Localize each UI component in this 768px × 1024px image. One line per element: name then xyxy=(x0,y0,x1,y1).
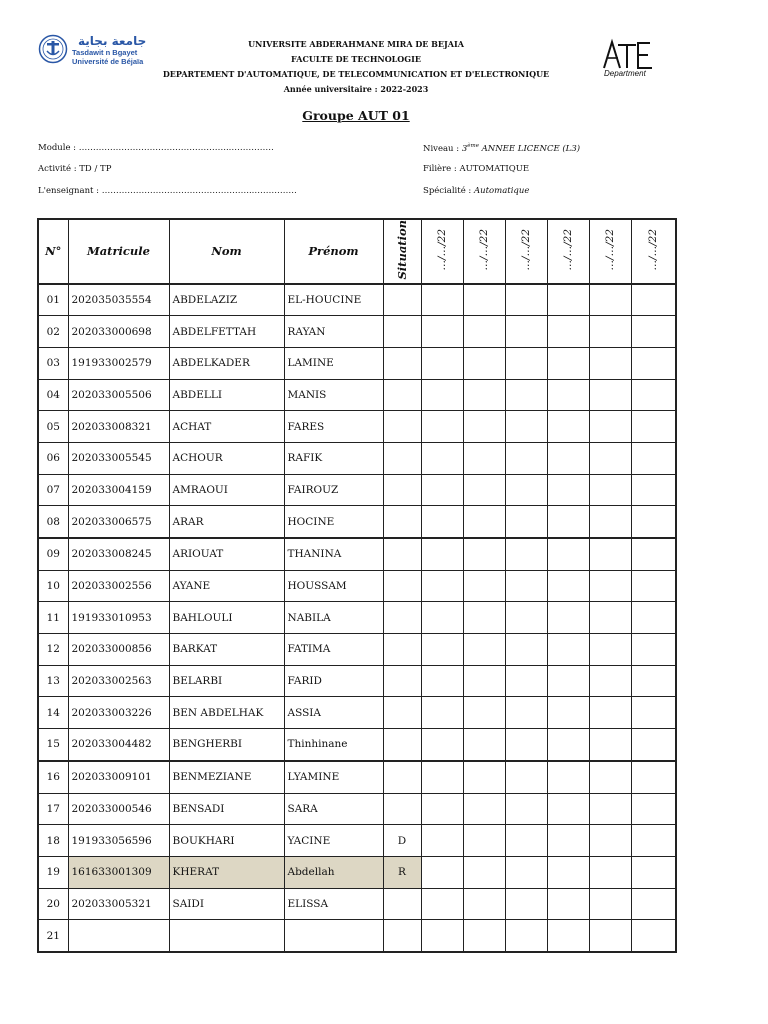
attendance-table xyxy=(37,218,677,953)
attendance-cell xyxy=(463,379,505,411)
attendance-cell xyxy=(631,411,676,443)
table-row xyxy=(38,506,676,538)
row-matricule: 191933056596 xyxy=(68,825,169,857)
attendance-cell xyxy=(547,474,589,506)
attendance-cell xyxy=(421,316,463,348)
table-row xyxy=(38,379,676,411)
row-nom: ABDELKADER xyxy=(169,347,284,379)
attendance-cell xyxy=(421,920,463,952)
attendance-cell xyxy=(589,697,631,729)
table-row xyxy=(38,665,676,697)
attendance-cell xyxy=(421,793,463,825)
row-nom: BENMEZIANE xyxy=(169,761,284,793)
row-situation xyxy=(383,316,421,348)
row-situation xyxy=(383,347,421,379)
row-nom: ARIOUAT xyxy=(169,538,284,570)
academic-year: Année universitaire : 2022-2023 xyxy=(283,84,429,94)
row-situation xyxy=(383,474,421,506)
attendance-cell xyxy=(505,538,547,570)
row-prenom: FATIMA xyxy=(284,634,383,666)
attendance-cell xyxy=(547,506,589,538)
attendance-cell xyxy=(589,888,631,920)
row-prenom: RAYAN xyxy=(284,316,383,348)
attendance-cell xyxy=(547,347,589,379)
row-situation xyxy=(383,411,421,443)
attendance-cell xyxy=(421,602,463,634)
attendance-cell xyxy=(505,856,547,888)
attendance-cell xyxy=(547,856,589,888)
attendance-cell xyxy=(463,856,505,888)
attendance-cell xyxy=(547,793,589,825)
row-prenom: Thinhinane xyxy=(284,729,383,761)
department-logo-sub: Department xyxy=(604,69,646,78)
faculty-name: FACULTE DE TECHNOLOGIE xyxy=(291,54,421,64)
attendance-cell xyxy=(463,570,505,602)
row-number: 07 xyxy=(38,474,68,506)
attendance-cell xyxy=(505,411,547,443)
row-prenom: NABILA xyxy=(284,602,383,634)
header-date-1 xyxy=(421,219,463,284)
attendance-cell xyxy=(421,634,463,666)
attendance-cell xyxy=(463,665,505,697)
attendance-cell xyxy=(421,474,463,506)
speciality-line xyxy=(423,186,529,196)
row-nom: ACHAT xyxy=(169,411,284,443)
attendance-cell xyxy=(505,506,547,538)
row-prenom xyxy=(284,920,383,952)
table-row xyxy=(38,920,676,952)
row-nom: BENGHERBI xyxy=(169,729,284,761)
row-situation xyxy=(383,442,421,474)
header-prenom: Prénom xyxy=(284,219,383,284)
attendance-cell xyxy=(631,920,676,952)
attendance-cell xyxy=(589,347,631,379)
level-value: ANNEE LICENCE (L3) xyxy=(478,143,581,154)
module-line: Module : ……………………………………………...…………… xyxy=(38,143,274,153)
row-prenom: LYAMINE xyxy=(284,761,383,793)
attendance-cell xyxy=(547,729,589,761)
row-prenom: LAMINE xyxy=(284,347,383,379)
attendance-cell xyxy=(589,825,631,857)
attendance-cell xyxy=(589,634,631,666)
attendance-cell xyxy=(631,506,676,538)
row-situation xyxy=(383,602,421,634)
header-date-5-label: …/…/22 xyxy=(604,229,616,271)
attendance-cell xyxy=(547,379,589,411)
level-superscript: ème xyxy=(467,143,479,149)
row-prenom: RAFIK xyxy=(284,442,383,474)
row-situation xyxy=(383,284,421,316)
attendance-cell xyxy=(589,602,631,634)
row-matricule xyxy=(68,920,169,952)
row-situation xyxy=(383,665,421,697)
attendance-cell xyxy=(547,316,589,348)
table-row xyxy=(38,634,676,666)
row-prenom: FARID xyxy=(284,665,383,697)
attendance-cell xyxy=(463,697,505,729)
attendance-cell xyxy=(589,920,631,952)
row-prenom: HOCINE xyxy=(284,506,383,538)
attendance-cell xyxy=(463,284,505,316)
level-label: Niveau : xyxy=(423,143,462,154)
header-situation xyxy=(383,219,421,284)
attendance-cell xyxy=(421,379,463,411)
row-nom xyxy=(169,920,284,952)
attendance-cell xyxy=(421,347,463,379)
row-prenom: FARES xyxy=(284,411,383,443)
row-matricule: 191933002579 xyxy=(68,347,169,379)
row-prenom: ELISSA xyxy=(284,888,383,920)
attendance-cell xyxy=(547,665,589,697)
table-row xyxy=(38,602,676,634)
row-situation xyxy=(383,761,421,793)
attendance-cell xyxy=(547,697,589,729)
logo-arabic-text: جامعة بجاية xyxy=(78,34,147,48)
attendance-cell xyxy=(421,729,463,761)
table-row xyxy=(38,347,676,379)
header-date-2 xyxy=(463,219,505,284)
header-situation-label: Situation xyxy=(395,220,409,280)
university-seal-icon xyxy=(38,34,68,64)
row-nom: BOUKHARI xyxy=(169,825,284,857)
row-matricule: 202033000698 xyxy=(68,316,169,348)
row-nom: ABDELLI xyxy=(169,379,284,411)
row-number: 16 xyxy=(38,761,68,793)
row-nom: ARAR xyxy=(169,506,284,538)
department-name: DEPARTEMENT D'AUTOMATIQUE, DE TELECOMMUNICATION ET D'ELECTRONIQUE xyxy=(162,69,550,79)
header-matricule: Matricule xyxy=(68,219,169,284)
row-nom: AMRAOUI xyxy=(169,474,284,506)
attendance-cell xyxy=(505,284,547,316)
row-matricule: 202033003226 xyxy=(68,697,169,729)
row-number: 12 xyxy=(38,634,68,666)
attendance-cell xyxy=(505,729,547,761)
row-matricule: 202033002563 xyxy=(68,665,169,697)
row-number: 09 xyxy=(38,538,68,570)
header-date-3 xyxy=(505,219,547,284)
table-row xyxy=(38,825,676,857)
row-number: 01 xyxy=(38,284,68,316)
attendance-cell xyxy=(631,856,676,888)
table-row xyxy=(38,538,676,570)
attendance-cell xyxy=(421,888,463,920)
table-header-row xyxy=(38,219,676,284)
row-matricule: 202033006575 xyxy=(68,506,169,538)
attendance-cell xyxy=(463,793,505,825)
table-row xyxy=(38,570,676,602)
row-matricule: 202033004482 xyxy=(68,729,169,761)
table-row xyxy=(38,729,676,761)
row-situation xyxy=(383,888,421,920)
row-nom: ACHOUR xyxy=(169,442,284,474)
row-matricule: 202035035554 xyxy=(68,284,169,316)
attendance-cell xyxy=(505,474,547,506)
level-line xyxy=(423,143,580,154)
attendance-cell xyxy=(505,888,547,920)
attendance-cell xyxy=(421,506,463,538)
table-row xyxy=(38,761,676,793)
attendance-cell xyxy=(631,602,676,634)
attendance-cell xyxy=(589,411,631,443)
attendance-cell xyxy=(631,316,676,348)
table-row xyxy=(38,284,676,316)
row-prenom: FAIROUZ xyxy=(284,474,383,506)
attendance-cell xyxy=(505,602,547,634)
row-number: 08 xyxy=(38,506,68,538)
attendance-cell xyxy=(463,825,505,857)
attendance-cell xyxy=(631,284,676,316)
attendance-cell xyxy=(505,793,547,825)
attendance-cell xyxy=(463,634,505,666)
table-row xyxy=(38,697,676,729)
attendance-cell xyxy=(631,634,676,666)
attendance-cell xyxy=(631,538,676,570)
attendance-cell xyxy=(463,442,505,474)
attendance-cell xyxy=(631,570,676,602)
row-matricule: 202033005545 xyxy=(68,442,169,474)
row-number: 02 xyxy=(38,316,68,348)
attendance-cell xyxy=(463,888,505,920)
row-situation xyxy=(383,506,421,538)
header-date-3-label: …/…/22 xyxy=(520,229,532,271)
row-number: 14 xyxy=(38,697,68,729)
row-matricule: 191933010953 xyxy=(68,602,169,634)
attendance-cell xyxy=(589,665,631,697)
attendance-cell xyxy=(547,570,589,602)
row-number: 11 xyxy=(38,602,68,634)
header-nom: Nom xyxy=(169,219,284,284)
table-row xyxy=(38,888,676,920)
attendance-cell xyxy=(421,697,463,729)
attendance-cell xyxy=(547,761,589,793)
attendance-cell xyxy=(631,888,676,920)
row-number: 03 xyxy=(38,347,68,379)
attendance-cell xyxy=(589,729,631,761)
filiere-line: Filière : AUTOMATIQUE xyxy=(423,164,530,174)
attendance-cell xyxy=(421,411,463,443)
attendance-cell xyxy=(547,538,589,570)
attendance-cell xyxy=(463,347,505,379)
attendance-cell xyxy=(631,474,676,506)
table-row xyxy=(38,856,676,888)
row-number: 06 xyxy=(38,442,68,474)
row-prenom: HOUSSAM xyxy=(284,570,383,602)
attendance-cell xyxy=(631,729,676,761)
attendance-cell xyxy=(463,602,505,634)
attendance-cell xyxy=(631,825,676,857)
attendance-cell xyxy=(589,793,631,825)
attendance-cell xyxy=(463,920,505,952)
row-prenom: THANINA xyxy=(284,538,383,570)
row-matricule: 202033009101 xyxy=(68,761,169,793)
attendance-cell xyxy=(463,474,505,506)
attendance-cell xyxy=(463,729,505,761)
group-title: Groupe AUT 01 xyxy=(302,108,410,123)
level-number: 3 xyxy=(461,143,468,154)
activity-line: Activité : TD / TP xyxy=(38,164,112,174)
row-nom: BARKAT xyxy=(169,634,284,666)
attendance-cell xyxy=(505,442,547,474)
attendance-cell xyxy=(631,697,676,729)
table-row xyxy=(38,411,676,443)
logo-line-2: Université de Béjaïa xyxy=(72,57,144,66)
attendance-cell xyxy=(589,316,631,348)
teacher-line: L'enseignant : ……………………………………………...…………… xyxy=(38,186,297,196)
attendance-cell xyxy=(589,570,631,602)
attendance-cell xyxy=(421,825,463,857)
row-situation xyxy=(383,379,421,411)
row-number: 13 xyxy=(38,665,68,697)
row-matricule: 202033000546 xyxy=(68,793,169,825)
attendance-cell xyxy=(463,538,505,570)
row-matricule: 202033000856 xyxy=(68,634,169,666)
row-situation xyxy=(383,634,421,666)
row-situation xyxy=(383,570,421,602)
row-prenom: MANIS xyxy=(284,379,383,411)
row-number: 15 xyxy=(38,729,68,761)
speciality-label: Spécialité : xyxy=(423,186,474,196)
row-prenom: SARA xyxy=(284,793,383,825)
attendance-cell xyxy=(631,442,676,474)
row-number: 10 xyxy=(38,570,68,602)
attendance-cell xyxy=(463,506,505,538)
attendance-cell xyxy=(421,570,463,602)
attendance-cell xyxy=(589,442,631,474)
logo-line-1: Tasdawit n Bgayet xyxy=(72,48,138,57)
attendance-cell xyxy=(463,316,505,348)
attendance-cell xyxy=(547,411,589,443)
attendance-cell xyxy=(547,284,589,316)
attendance-cell xyxy=(505,316,547,348)
row-situation xyxy=(383,538,421,570)
table-row xyxy=(38,442,676,474)
attendance-cell xyxy=(463,761,505,793)
row-situation xyxy=(383,729,421,761)
attendance-cell xyxy=(505,825,547,857)
row-prenom: ASSIA xyxy=(284,697,383,729)
attendance-cell xyxy=(547,825,589,857)
row-number: 18 xyxy=(38,825,68,857)
row-number: 19 xyxy=(38,856,68,888)
attendance-cell xyxy=(505,697,547,729)
row-number: 04 xyxy=(38,379,68,411)
table-row xyxy=(38,316,676,348)
row-matricule: 202033008321 xyxy=(68,411,169,443)
row-prenom: YACINE xyxy=(284,825,383,857)
row-nom: BENSADI xyxy=(169,793,284,825)
attendance-cell xyxy=(631,761,676,793)
attendance-cell xyxy=(589,284,631,316)
attendance-cell xyxy=(547,602,589,634)
row-number: 20 xyxy=(38,888,68,920)
row-situation xyxy=(383,793,421,825)
row-number: 21 xyxy=(38,920,68,952)
attendance-cell xyxy=(547,634,589,666)
row-situation xyxy=(383,697,421,729)
attendance-cell xyxy=(505,347,547,379)
attendance-cell xyxy=(631,379,676,411)
attendance-cell xyxy=(505,570,547,602)
department-logo xyxy=(600,38,666,82)
row-nom: ABDELAZIZ xyxy=(169,284,284,316)
header-date-4 xyxy=(547,219,589,284)
header-date-4-label: …/…/22 xyxy=(562,229,574,271)
table-row xyxy=(38,474,676,506)
attendance-cell xyxy=(589,538,631,570)
header-date-5 xyxy=(589,219,631,284)
attendance-cell xyxy=(421,284,463,316)
attendance-cell xyxy=(631,793,676,825)
document-header xyxy=(150,37,562,97)
attendance-cell xyxy=(589,474,631,506)
row-matricule: 202033008245 xyxy=(68,538,169,570)
row-nom: ABDELFETTAH xyxy=(169,316,284,348)
attendance-cell xyxy=(421,538,463,570)
header-date-6 xyxy=(631,219,676,284)
row-nom: KHERAT xyxy=(169,856,284,888)
row-number: 17 xyxy=(38,793,68,825)
header-date-1-label: …/…/22 xyxy=(436,229,448,271)
attendance-cell xyxy=(463,411,505,443)
row-prenom: Abdellah xyxy=(284,856,383,888)
attendance-cell xyxy=(505,920,547,952)
header-date-2-label: …/…/22 xyxy=(478,229,490,271)
row-situation: D xyxy=(383,825,421,857)
row-matricule: 202033005506 xyxy=(68,379,169,411)
row-nom: BELARBI xyxy=(169,665,284,697)
attendance-cell xyxy=(547,888,589,920)
row-number: 05 xyxy=(38,411,68,443)
table-row xyxy=(38,793,676,825)
attendance-cell xyxy=(421,665,463,697)
row-matricule: 161633001309 xyxy=(68,856,169,888)
university-name: UNIVERSITE ABDERAHMANE MIRA DE BEJAIA xyxy=(248,39,464,49)
row-prenom: EL-HOUCINE xyxy=(284,284,383,316)
attendance-cell xyxy=(505,634,547,666)
row-matricule: 202033002556 xyxy=(68,570,169,602)
attendance-cell xyxy=(505,665,547,697)
row-situation xyxy=(383,920,421,952)
attendance-cell xyxy=(505,761,547,793)
attendance-cell xyxy=(505,379,547,411)
header-number: N° xyxy=(38,219,68,284)
attendance-cell xyxy=(589,379,631,411)
attendance-cell xyxy=(589,761,631,793)
row-matricule: 202033004159 xyxy=(68,474,169,506)
attendance-cell xyxy=(421,856,463,888)
row-nom: AYANE xyxy=(169,570,284,602)
attendance-cell xyxy=(547,920,589,952)
row-matricule: 202033005321 xyxy=(68,888,169,920)
attendance-cell xyxy=(589,856,631,888)
attendance-cell xyxy=(421,761,463,793)
attendance-cell xyxy=(631,347,676,379)
row-nom: BEN ABDELHAK xyxy=(169,697,284,729)
row-nom: SAIDI xyxy=(169,888,284,920)
attendance-cell xyxy=(631,665,676,697)
row-nom: BAHLOULI xyxy=(169,602,284,634)
attendance-cell xyxy=(547,442,589,474)
attendance-cell xyxy=(589,506,631,538)
row-situation: R xyxy=(383,856,421,888)
attendance-cell xyxy=(421,442,463,474)
header-date-6-label: …/…/22 xyxy=(647,229,660,271)
speciality-value: Automatique xyxy=(474,186,530,196)
